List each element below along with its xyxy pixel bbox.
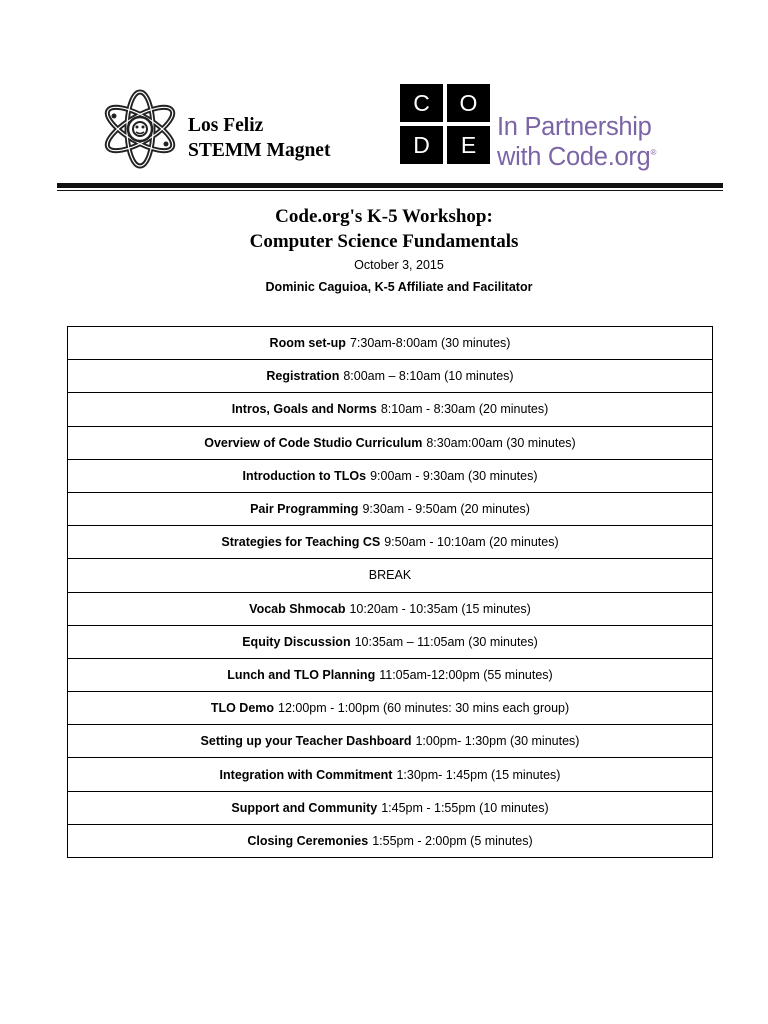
session-time: 1:30pm- 1:45pm (15 minutes) bbox=[396, 767, 561, 782]
school-name-line2: STEMM Magnet bbox=[188, 140, 331, 161]
session-name: Support and Community bbox=[231, 800, 378, 815]
session-time: 11:05am-12:00pm (55 minutes) bbox=[379, 667, 553, 682]
code-logo-letter: C bbox=[400, 84, 443, 122]
session-name: Introduction to TLOs bbox=[242, 468, 367, 483]
session-name: Closing Ceremonies bbox=[247, 833, 369, 848]
session-time: 8:10am - 8:30am (20 minutes) bbox=[380, 402, 549, 417]
atom-logo-icon bbox=[100, 88, 180, 170]
session-time: 1:45pm - 1:55pm (10 minutes) bbox=[381, 800, 549, 815]
session-time: 9:30am - 9:50am (20 minutes) bbox=[362, 502, 530, 517]
schedule-row bbox=[68, 792, 712, 825]
partnership-line2: with Code.org bbox=[497, 143, 651, 171]
session-name: Setting up your Teacher Dashboard bbox=[200, 734, 412, 749]
schedule-row bbox=[68, 659, 712, 692]
schedule-table bbox=[67, 326, 713, 858]
schedule-row bbox=[68, 593, 712, 626]
schedule-row bbox=[68, 360, 712, 393]
header-divider-thin bbox=[57, 190, 723, 191]
schedule-row bbox=[68, 393, 712, 426]
schedule-row bbox=[68, 626, 712, 659]
session-time: 9:00am - 9:30am (30 minutes) bbox=[370, 468, 538, 483]
schedule-row bbox=[68, 427, 712, 460]
school-name bbox=[188, 113, 330, 163]
code-logo bbox=[400, 84, 490, 164]
session-time: 1:00pm- 1:30pm (30 minutes) bbox=[415, 734, 580, 749]
code-logo-letter: O bbox=[447, 84, 490, 122]
schedule-row bbox=[68, 825, 712, 857]
session-time: 10:20am - 10:35am (15 minutes) bbox=[349, 601, 531, 616]
session-name: Room set-up bbox=[269, 336, 346, 351]
registered-mark-icon: ® bbox=[650, 148, 657, 157]
session-time: 10:35am – 11:05am (30 minutes) bbox=[354, 634, 538, 649]
school-name-line1: Los Feliz bbox=[188, 115, 264, 136]
code-logo-letter: D bbox=[400, 126, 443, 164]
session-name: TLO Demo bbox=[210, 701, 275, 716]
session-name: Pair Programming bbox=[250, 502, 359, 517]
schedule-row bbox=[68, 493, 712, 526]
code-logo-letter: E bbox=[447, 126, 490, 164]
schedule-row bbox=[68, 526, 712, 559]
session-name: Intros, Goals and Norms bbox=[231, 402, 377, 417]
workshop-subtitle: Computer Science Fundamentals bbox=[249, 231, 519, 252]
session-time: 8:00am – 8:10am (10 minutes) bbox=[343, 369, 514, 384]
session-name: Equity Discussion bbox=[242, 634, 351, 649]
session-name: Vocab Shmocab bbox=[249, 601, 346, 616]
header-divider bbox=[57, 183, 723, 188]
session-name: Registration bbox=[266, 369, 340, 384]
schedule-row-break bbox=[68, 559, 712, 592]
partnership-text bbox=[497, 114, 656, 170]
schedule-row bbox=[68, 725, 712, 758]
schedule-row bbox=[68, 460, 712, 493]
session-name: Overview of Code Studio Curriculum bbox=[204, 435, 423, 450]
schedule-row bbox=[68, 692, 712, 725]
facilitator: Dominic Caguioa, K-5 Affiliate and Facilitator bbox=[265, 280, 533, 294]
session-time: 8:30am:00am (30 minutes) bbox=[426, 435, 576, 450]
partnership-line1: In Partnership bbox=[497, 113, 652, 141]
session-name: Strategies for Teaching CS bbox=[221, 535, 381, 550]
session-time: 12:00pm - 1:00pm (60 minutes: 30 mins each group) bbox=[278, 701, 570, 716]
session-time: 9:50am - 10:10am (20 minutes) bbox=[384, 535, 559, 550]
workshop-date: October 3, 2015 bbox=[354, 258, 444, 272]
workshop-title: Code.org's K-5 Workshop: bbox=[275, 206, 493, 227]
break-label: BREAK bbox=[368, 568, 412, 583]
session-time: 7:30am-8:00am (30 minutes) bbox=[349, 336, 511, 351]
schedule-row bbox=[68, 758, 712, 791]
schedule-row bbox=[68, 327, 712, 360]
session-name: Integration with Commitment bbox=[219, 767, 393, 782]
session-name: Lunch and TLO Planning bbox=[227, 667, 376, 682]
session-time: 1:55pm - 2:00pm (5 minutes) bbox=[372, 833, 533, 848]
